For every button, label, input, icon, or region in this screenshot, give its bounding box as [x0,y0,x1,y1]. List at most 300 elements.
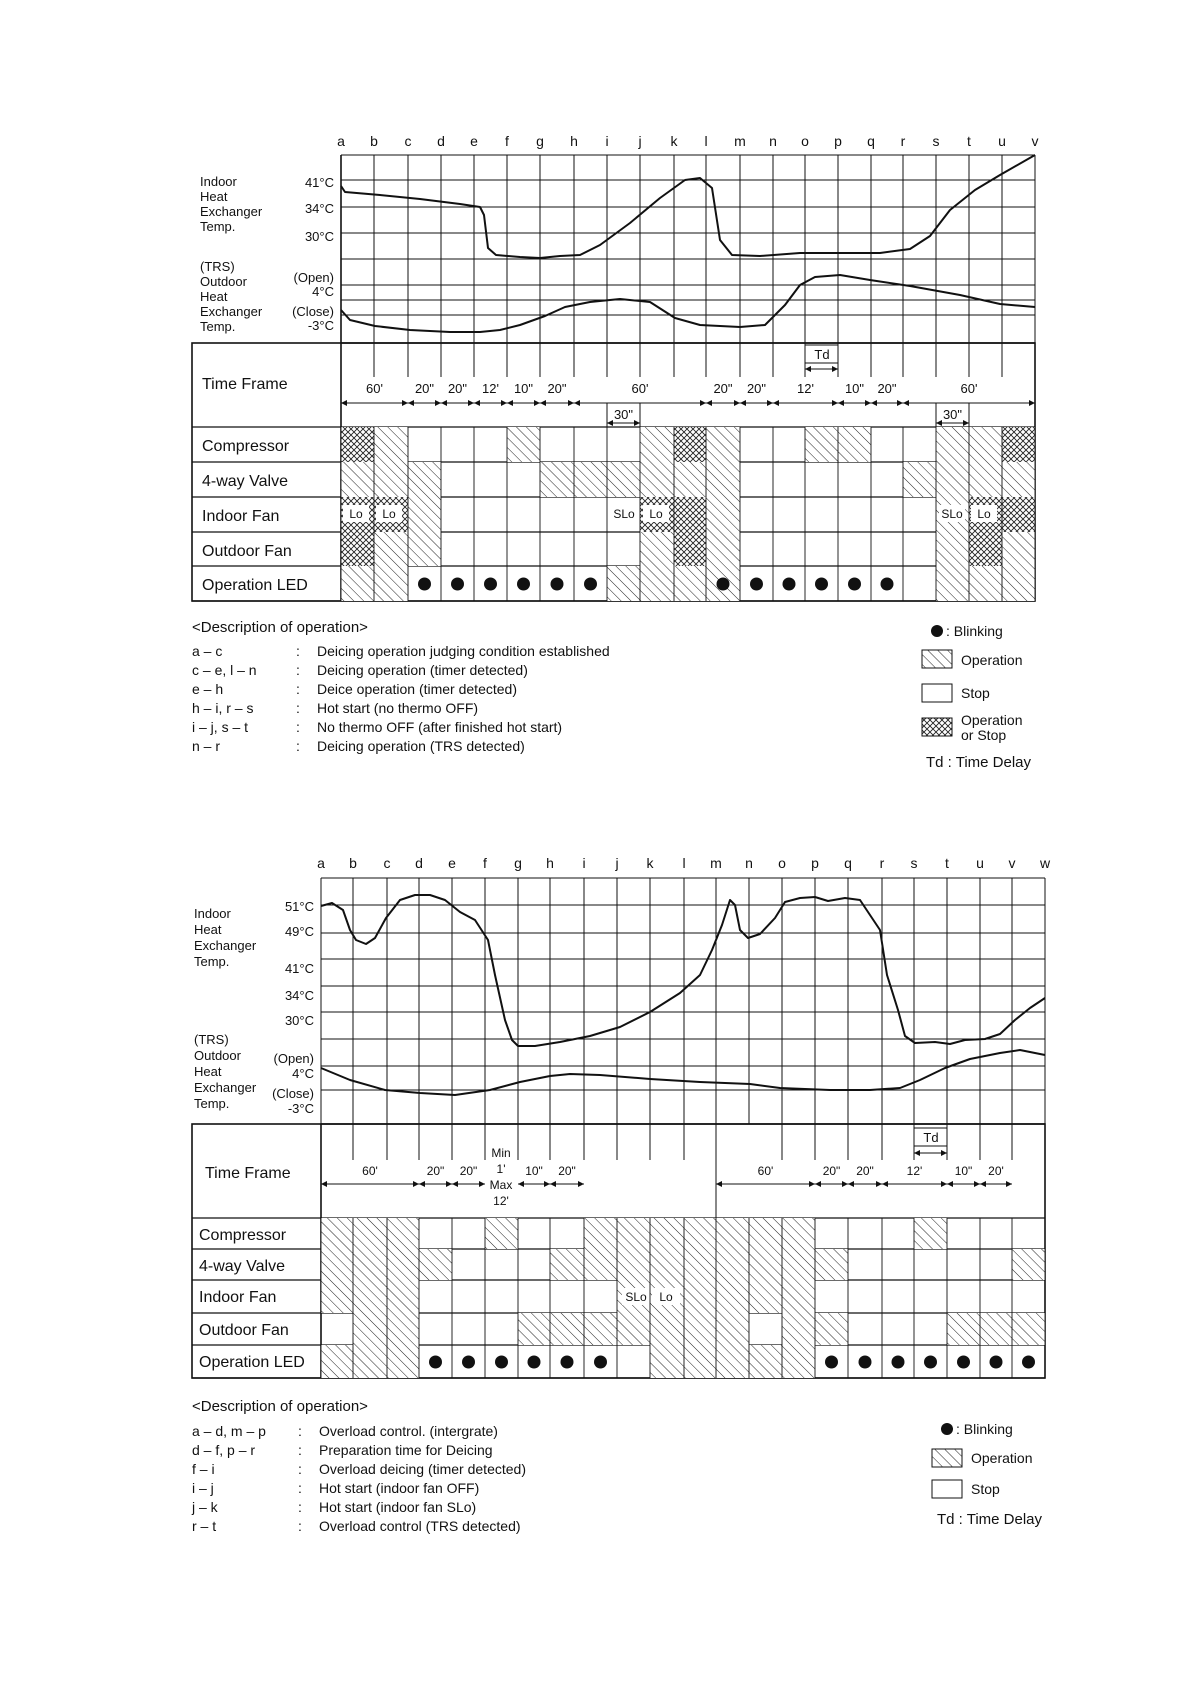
operation-cell [1002,566,1035,601]
time-frame-value: 12' [906,1164,923,1178]
column-letter-e: e [448,855,456,871]
operation-cell [980,1313,1012,1345]
arrow-head-left [903,400,909,406]
operation-cell [353,1345,387,1378]
description-text: Hot start (indoor fan OFF) [319,1480,480,1496]
column-letter-l: l [704,133,708,149]
led-blink-dot [881,578,894,591]
description-text: Overload control. (intergrate) [319,1423,498,1439]
operation-cell [936,566,969,601]
legend-stop: Stop [971,1481,1000,1497]
time-frame-value: 20" [746,381,767,396]
operation-cell [387,1313,419,1345]
led-blink-dot [484,578,497,591]
arrow-head-left [848,1181,854,1187]
time-frame-value: 10" [954,1164,973,1178]
min-max-label: Min [491,1146,511,1160]
legend-op-or-stop: or Stop [961,727,1007,743]
description-separator: : [298,1423,302,1439]
led-blink-dot [859,1356,872,1369]
operation-cell [550,1313,584,1345]
operation-cell [969,566,1002,601]
indoor-temp-label: Temp. [200,219,236,234]
operation-cell [617,1313,650,1345]
column-letter-t: t [967,133,971,149]
description-range: n – r [192,738,221,754]
arrow-head-left [914,1150,920,1156]
description-range: a – c [192,643,223,659]
column-letter-r: r [879,855,885,871]
arrow-head-right [501,400,507,406]
led-blink-dot [551,578,564,591]
arrow-head-left [419,1181,425,1187]
column-letter-k: k [646,855,654,871]
description-range: h – i, r – s [192,700,254,716]
operation-cell [321,1345,353,1378]
time-frame-label: Time Frame [202,376,288,393]
time-frame-value: 60' [366,381,383,396]
indoor-temp-tick: 30°C [284,1013,314,1028]
column-letter-h: h [570,133,578,149]
description-title: <Description of operation> [192,619,368,636]
operation-cell [716,1280,749,1313]
operation-cell [650,1249,684,1280]
time-frame-value: 20" [558,1164,576,1178]
min-max-label: Max [489,1178,513,1192]
column-letter-q: q [867,133,875,149]
outdoor-temp-tick: 4°C [312,284,334,299]
operation-cell [947,1313,980,1345]
operation-cell [782,1313,815,1345]
column-letter-n: n [745,855,753,871]
time-frame-value: 20' [988,1164,1004,1178]
operation-cell [1012,1249,1045,1280]
led-blink-dot [990,1356,1003,1369]
description-range: e – h [192,681,224,697]
arrow-head-left [882,1181,888,1187]
legend-op-or-stop-swatch [922,718,952,736]
column-letter-n: n [769,133,777,149]
outdoor-temp-tick: 4°C [292,1066,314,1081]
operation-cell [584,1249,617,1280]
indoor-temp-tick: 34°C [284,988,314,1003]
legend-blinking: : Blinking [946,623,1003,639]
outdoor-temp-label: Temp. [200,319,236,334]
description-separator: : [296,662,300,678]
operation-cell [1012,1313,1045,1345]
description-text: Deice operation (timer detected) [317,681,517,697]
led-blink-dot [957,1356,970,1369]
arrow-head-right [767,400,773,406]
operation-cell [617,1218,650,1249]
operation-cell [782,1218,815,1249]
operation-cell [936,532,969,566]
td-label: Td [814,347,830,362]
description-range: i – j, s – t [192,719,249,735]
led-blink-dot [815,578,828,591]
operation-or-stop-cell [969,532,1002,566]
column-letter-s: s [910,855,918,871]
operation-cell [684,1249,716,1280]
column-letter-m: m [710,855,722,871]
operation-cell [650,1313,684,1345]
operation-cell [903,462,936,497]
column-letter-e: e [470,133,478,149]
operation-cell [706,497,740,532]
row-label-compressor: Compressor [202,438,290,455]
arrow-head-right [413,1181,419,1187]
row-label-operation-led: Operation LED [202,577,308,594]
operation-cell [374,532,408,566]
arrow-head-left [574,400,580,406]
indoor-temp-tick: 51°C [284,899,314,914]
column-letter-f: f [483,855,487,871]
arrow-head-right [479,1181,485,1187]
description-separator: : [298,1480,302,1496]
operation-cell [617,1249,650,1280]
led-blink-dot [429,1356,442,1369]
legend-time-delay: Td : Time Delay [926,754,1032,771]
description-range: d – f, p – r [192,1442,256,1458]
operation-cell [387,1218,419,1249]
operation-cell [387,1249,419,1280]
operation-cell [674,462,706,497]
description-text: Preparation time for Deicing [319,1442,493,1458]
arrow-head-left [540,400,546,406]
arrow-head-left [706,400,712,406]
time-frame-value: 20" [877,381,897,396]
outdoor-temp-tick: (Open) [293,270,334,285]
led-blink-dot [1022,1356,1035,1369]
description-range: a – d, m – p [192,1423,266,1439]
indoor-temp-label: Exchanger [200,204,263,219]
description-text: Hot start (indoor fan SLo) [319,1499,477,1515]
operation-cell [640,566,674,601]
legend-blink-dot [941,1423,953,1435]
operation-cell [684,1313,716,1345]
operation-cell [374,462,408,497]
outdoor-temp-label: Temp. [194,1096,230,1111]
arrow-head-right [634,420,640,426]
outdoor-temp-label: (TRS) [200,259,235,274]
operation-cell [353,1218,387,1249]
description-text: Hot start (no thermo OFF) [317,700,479,716]
arrow-head-right [446,1181,452,1187]
column-letter-i: i [582,855,586,871]
description-text: Deicing operation judging condition established [317,643,610,659]
led-blink-dot [750,578,763,591]
column-letter-m: m [734,133,746,149]
min-max-label: 12' [493,1194,509,1208]
description-text: Overload control (TRS detected) [319,1518,521,1534]
arrow-head-left [441,400,447,406]
arrow-head-left [452,1181,458,1187]
led-blink-dot [462,1356,475,1369]
legend-blink-dot [931,625,943,637]
arrow-head-left [607,420,613,426]
operation-cell [408,497,441,532]
arrow-head-left [815,1181,821,1187]
indoor-temp-label: Heat [200,189,228,204]
operation-cell [969,427,1002,462]
time-frame-value: 12' [482,381,499,396]
operation-cell [706,427,740,462]
operation-cell [419,1249,452,1280]
operation-cell [574,462,607,497]
arrow-head-left [936,420,942,426]
description-text: No thermo OFF (after finished hot start) [317,719,563,735]
column-letter-g: g [514,855,522,871]
column-letter-t: t [945,855,949,871]
column-letter-p: p [811,855,819,871]
operation-cell [353,1280,387,1313]
led-blink-dot [594,1356,607,1369]
operation-cell [716,1345,749,1378]
operation-cell [749,1345,782,1378]
row-label-compressor: Compressor [199,1227,287,1244]
row-label-4-way-valve: 4-way Valve [202,473,288,490]
legend-stop: Stop [961,685,990,701]
arrow-head-right [832,366,838,372]
led-blink-dot [892,1356,905,1369]
arrow-head-left [947,1181,953,1187]
indoor-temp-label: Heat [194,922,222,937]
description-separator: : [296,643,300,659]
description-range: r – t [192,1518,217,1534]
column-letter-d: d [437,133,445,149]
operation-cell [914,1218,947,1249]
column-letter-q: q [844,855,852,871]
operation-cell [684,1280,716,1313]
legend-op-or-stop: Operation [961,712,1023,728]
time-frame-value: 20" [822,1164,841,1178]
indoor-fan-label: Lo [649,507,663,521]
led-blink-dot [495,1356,508,1369]
column-letter-r: r [900,133,906,149]
operation-cell [936,462,969,497]
indoor-temp-tick: 30°C [304,229,334,244]
indoor-temp-label: Exchanger [194,938,257,953]
column-letter-b: b [370,133,378,149]
operation-cell [507,427,540,462]
operation-cell [321,1249,353,1280]
operation-cell [749,1280,782,1313]
time-frame-value: 10" [513,381,534,396]
arrow-head-right [941,1150,947,1156]
operation-or-stop-cell [674,532,706,566]
legend-operation: Operation [961,652,1023,668]
operation-cell [584,1313,617,1345]
row-label-indoor-fan: Indoor Fan [202,508,280,525]
column-letter-p: p [834,133,842,149]
outdoor-temp-tick: (Close) [292,304,334,319]
time-frame-label: Time Frame [205,1165,291,1182]
time-frame-value: 10" [844,381,865,396]
operation-cell [1002,532,1035,566]
operation-cell [684,1345,716,1378]
led-blink-dot [517,578,530,591]
arrow-head-right [534,400,540,406]
led-blink-dot [528,1356,541,1369]
arrow-head-left [716,1181,722,1187]
legend-blinking: : Blinking [956,1421,1013,1437]
description-text: Deicing operation (timer detected) [317,662,528,678]
description-separator: : [298,1518,302,1534]
arrow-head-right [544,1181,550,1187]
operation-cell [640,427,674,462]
led-blink-dot [825,1356,838,1369]
arrow-head-left [550,1181,556,1187]
column-letter-h: h [546,855,554,871]
column-letter-b: b [349,855,357,871]
arrow-head-right [700,400,706,406]
arrow-head-right [578,1181,584,1187]
time-frame-value: 20" [426,1164,445,1178]
arrow-head-right [809,1181,815,1187]
led-blink-dot [783,578,796,591]
led-blink-dot [848,578,861,591]
row-label-4-way-valve: 4-way Valve [199,1258,285,1275]
operation-cell [716,1313,749,1345]
operation-cell [716,1249,749,1280]
time-frame-value: 20" [447,381,468,396]
led-blink-dot [561,1356,574,1369]
time-frame-value: 20" [414,381,435,396]
column-letter-o: o [801,133,809,149]
time-frame-value: 10" [525,1164,543,1178]
column-letter-u: u [976,855,984,871]
diagram-2 [191,855,1051,1534]
row-label-operation-led: Operation LED [199,1354,305,1371]
operation-cell [650,1218,684,1249]
outdoor-temp-label: Outdoor [200,274,247,289]
column-letter-w: w [1039,855,1051,871]
column-letter-c: c [383,855,391,871]
outdoor-temp-label: Exchanger [200,304,263,319]
operation-cell [936,427,969,462]
outdoor-temp-tick: (Close) [272,1086,314,1101]
operation-cell [387,1345,419,1378]
sub-span-value: 30" [613,407,634,422]
led-blink-dot [584,578,597,591]
arrow-head-right [963,420,969,426]
operation-cell [584,1218,617,1249]
arrow-head-left [507,400,513,406]
time-frame-value: 20" [713,381,733,396]
operation-cell [550,1249,584,1280]
outdoor-temp-tick: -3°C [287,1101,314,1116]
legend-time-delay: Td : Time Delay [937,1511,1043,1528]
fan-low-cell [674,497,706,532]
indoor-fan-label: Lo [349,507,363,521]
time-frame-value: 20" [547,381,567,396]
arrow-head-right [1029,400,1035,406]
arrow-head-right [842,1181,848,1187]
arrow-head-right [832,400,838,406]
arrow-head-right [876,1181,882,1187]
operation-cell [838,427,871,462]
outdoor-temp-label: Outdoor [194,1048,241,1063]
arrow-head-left [518,1181,524,1187]
indoor-fan-label: SLo [625,1290,647,1304]
indoor-fan-label: Lo [977,507,991,521]
operation-cell [518,1313,550,1345]
column-letter-s: s [932,133,940,149]
indoor-fan-label: SLo [613,507,635,521]
arrow-head-right [941,1181,947,1187]
row-label-outdoor-fan: Outdoor Fan [199,1322,289,1339]
column-letter-a: a [317,855,325,871]
column-letter-j: j [638,133,642,149]
led-blink-dot [418,578,431,591]
operation-cell [387,1280,419,1313]
arrow-head-right [734,400,740,406]
description-title: <Description of operation> [192,1398,368,1415]
description-separator: : [298,1442,302,1458]
arrow-head-right [897,400,903,406]
operation-cell [716,1218,749,1249]
arrow-head-left [838,400,844,406]
arrow-head-right [402,400,408,406]
diagram-1 [192,133,1039,771]
led-blink-dot [717,578,730,591]
indoor-temp-label: Indoor [200,174,237,189]
arrow-head-right [568,400,574,406]
column-letter-k: k [670,133,678,149]
indoor-temp-tick: 41°C [304,175,334,190]
description-separator: : [296,700,300,716]
indoor-fan-label: Lo [382,507,396,521]
td-label: Td [923,1130,939,1145]
operation-cell [353,1249,387,1280]
operation-cell [969,462,1002,497]
description-range: i – j [192,1480,214,1496]
operation-cell [321,1218,353,1249]
operation-cell [408,462,441,497]
row-label-outdoor-fan: Outdoor Fan [202,543,292,560]
operation-cell [782,1249,815,1280]
indoor-temp-tick: 34°C [304,201,334,216]
led-blink-dot [924,1356,937,1369]
legend-stop-swatch [932,1480,962,1498]
operation-cell [607,566,640,601]
outdoor-temp-label: (TRS) [194,1032,229,1047]
operation-cell [374,427,408,462]
min-max-label: 1' [496,1162,506,1176]
outdoor-temp-label: Heat [200,289,228,304]
operation-cell [706,462,740,497]
operation-cell [640,462,674,497]
operation-cell [805,427,838,462]
operation-cell [408,532,441,566]
description-separator: : [296,738,300,754]
description-range: c – e, l – n [192,662,257,678]
operation-cell [815,1249,848,1280]
arrow-head-left [871,400,877,406]
operation-cell [640,532,674,566]
arrow-head-left [321,1181,327,1187]
column-letter-g: g [536,133,544,149]
outdoor-temp-curve [341,275,1035,332]
outdoor-temp-tick: -3°C [307,318,334,333]
operation-cell [674,566,706,601]
operation-cell [607,462,640,497]
arrow-head-left [980,1181,986,1187]
time-frame-value: 12' [797,381,814,396]
column-letter-d: d [415,855,423,871]
arrow-head-right [974,1181,980,1187]
operation-cell [540,462,574,497]
